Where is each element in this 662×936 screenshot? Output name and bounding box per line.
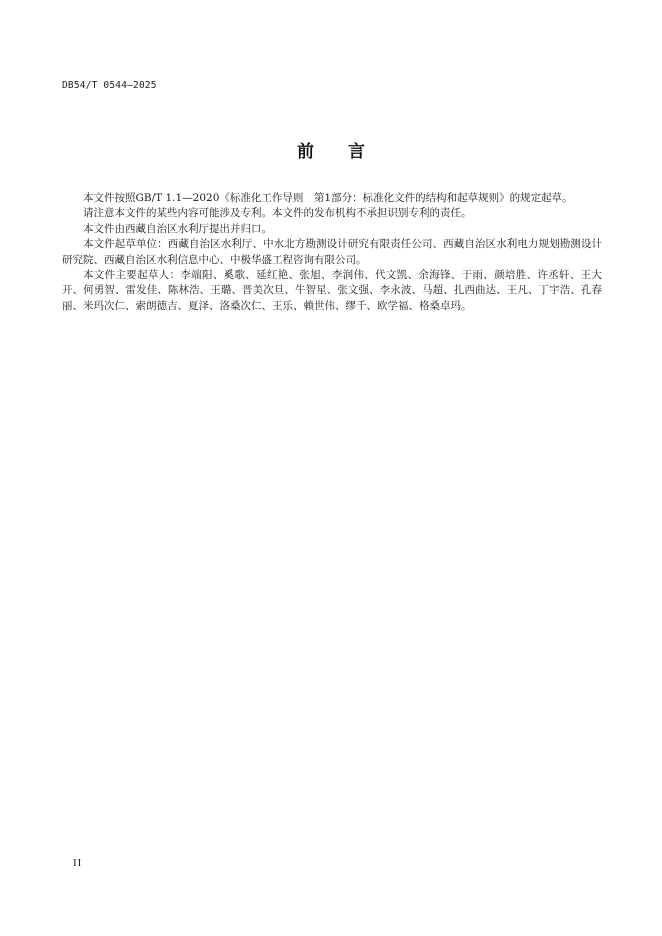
paragraph-drafting-rules: 本文件按照GB/T 1.1—2020《标准化工作导则 第1部分：标准化文件的结构和起草规则》的规定起草。 (83, 192, 573, 204)
document-code: DB54/T 0544—2025 (62, 80, 157, 91)
foreword-body (62, 191, 602, 314)
paragraph-drafters: 本文件主要起草人：李端阳、奚歌、延红艳、张旭、李润伟、代文凯、余海锋、于雨、颜培胜、许丞轩、王大开、何勇智、雷发佳、陈林浩、王璐、晋美次旦、牛智星、张文强、李永波、马超、扎西曲达、王凡、丁宇浩、孔春丽、米玛次仁、索朗德吉、夏泽、洛桑次仁、王乐、赖世伟、缪千、欧学福、格桑卓玛。 (62, 269, 602, 312)
section-title-foreword: 前言 (297, 142, 399, 162)
paragraph-proposer: 本文件由西藏自治区水利厅提出并归口。 (83, 222, 272, 235)
paragraph-patent-notice: 请注意本文件的某些内容可能涉及专利。本文件的发布机构不承担识别专利的责任。 (83, 207, 472, 220)
page-number: II (73, 857, 83, 869)
paragraph-drafting-units: 本文件起草单位：西藏自治区水利厅、中水北方勘测设计研究有限责任公司、西藏自治区水利电力规划勘测设计研究院、西藏自治区水利信息中心、中极华盛工程咨询有限公司。 (62, 238, 602, 266)
